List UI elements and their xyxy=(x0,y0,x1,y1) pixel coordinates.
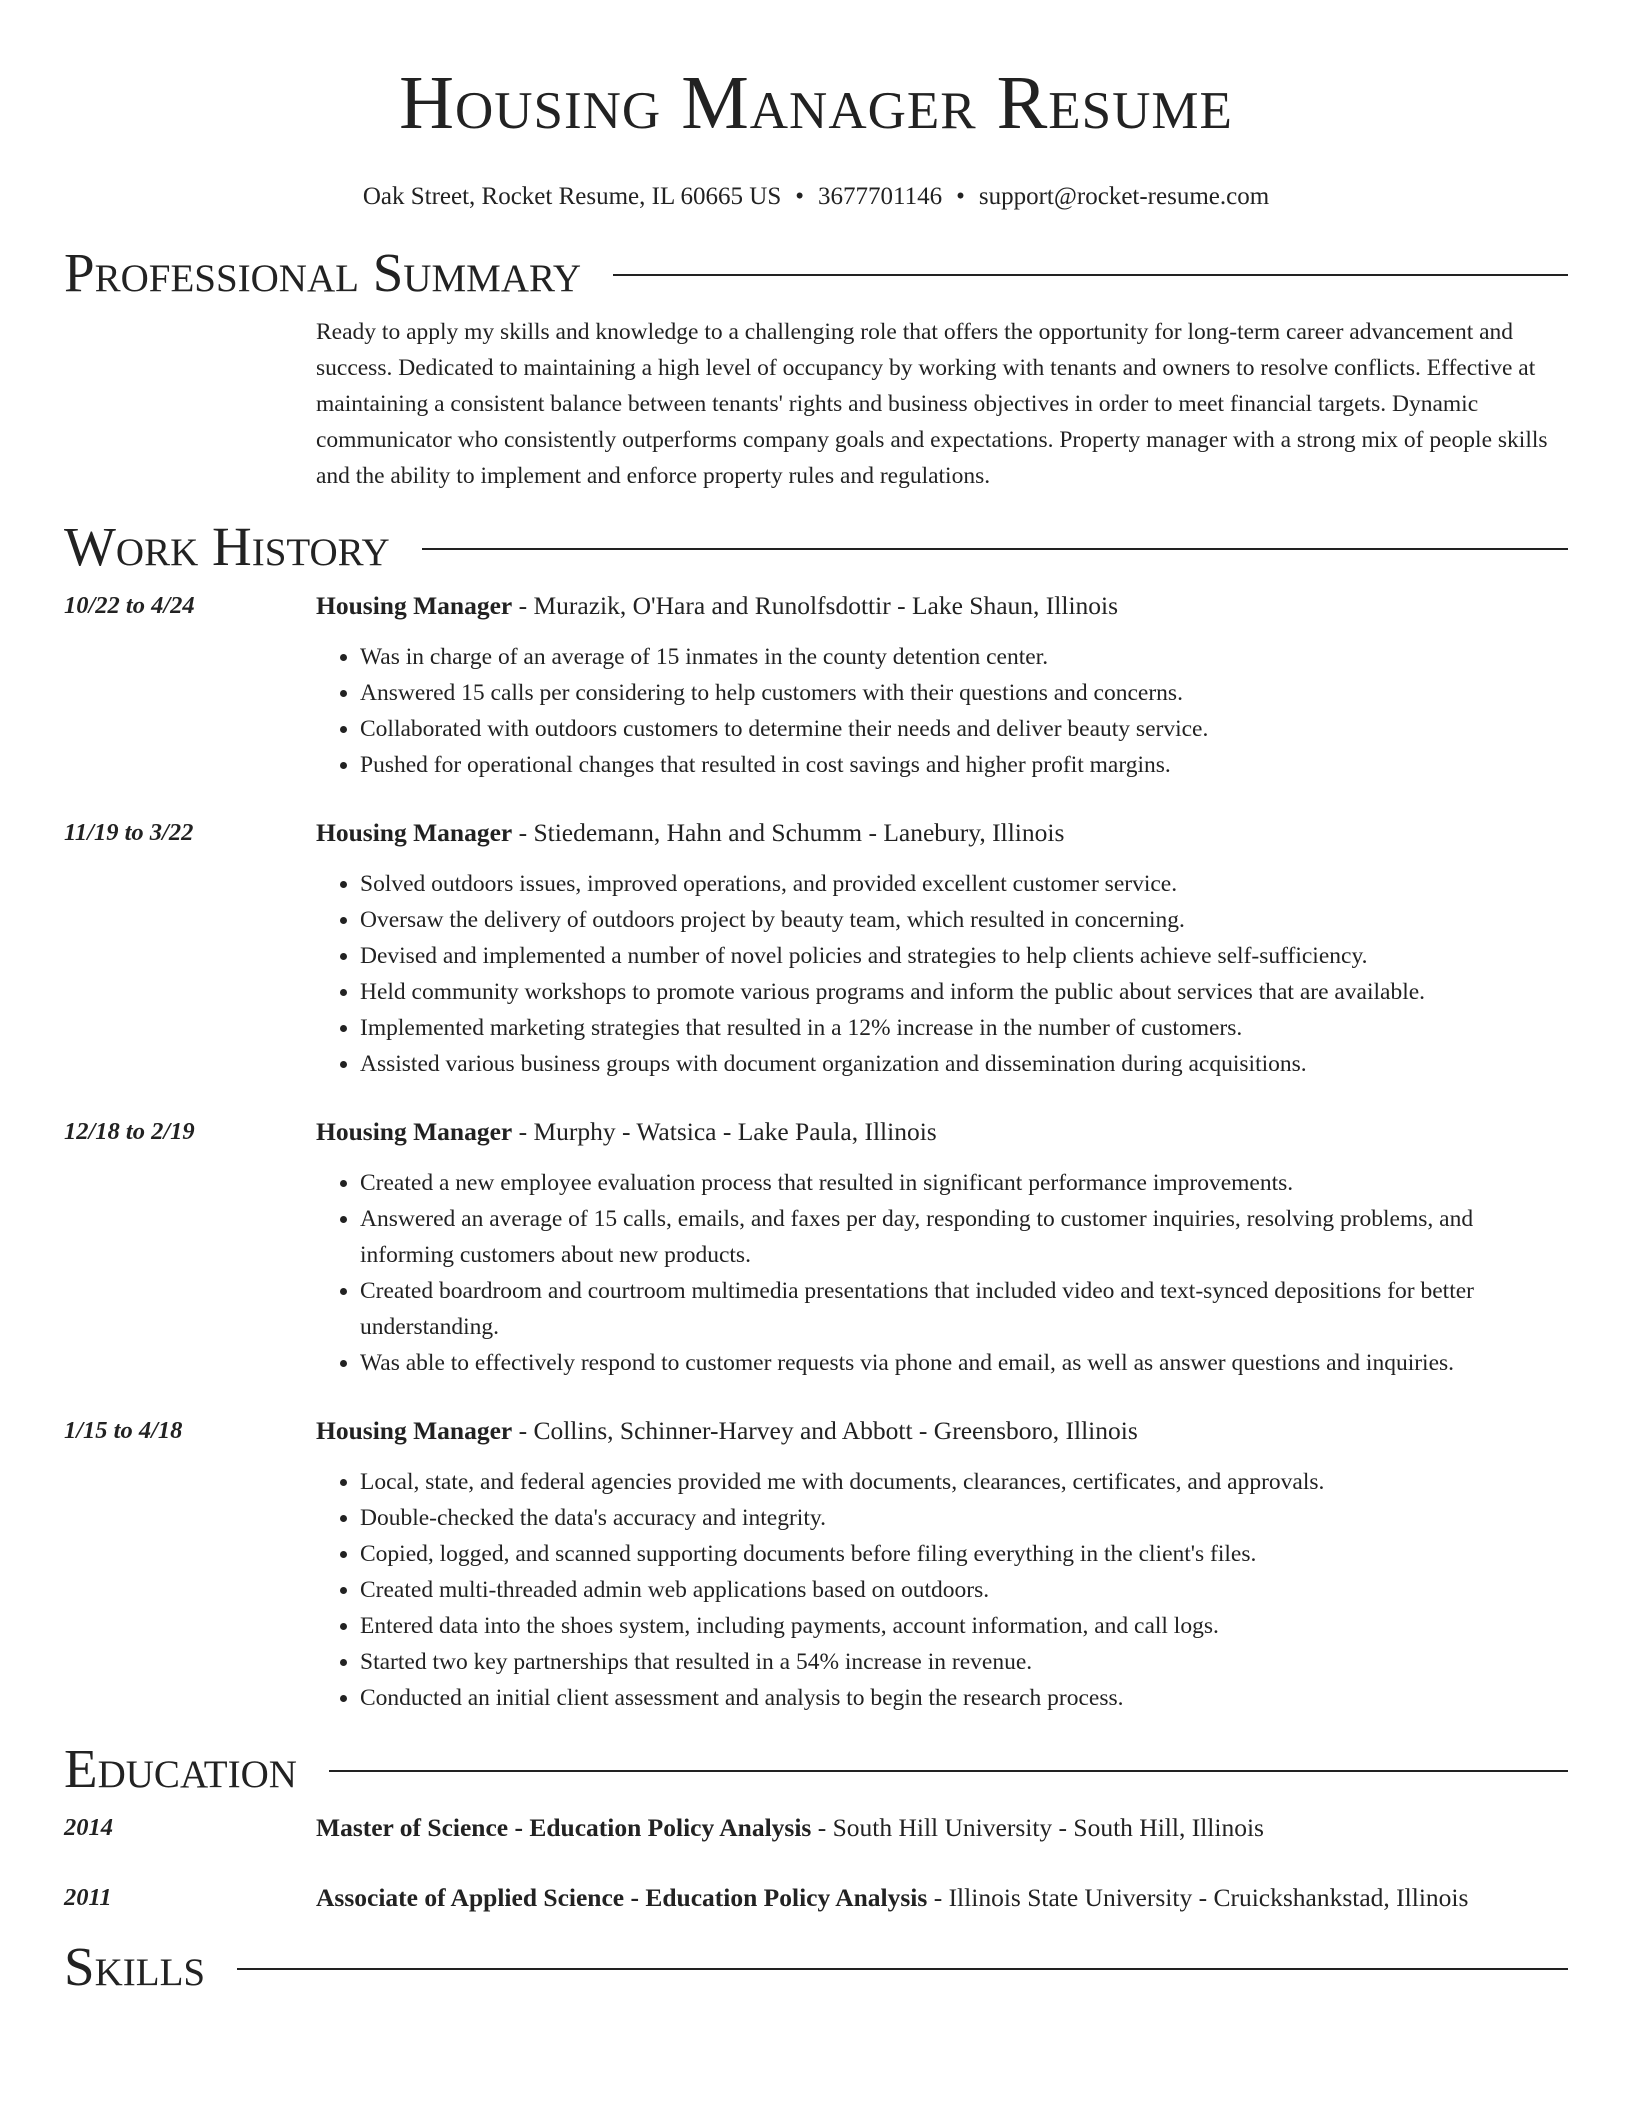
job-bullets xyxy=(316,639,1568,783)
job-bullets xyxy=(316,1165,1568,1381)
job-employer: - Murphy - Watsica - Lake Paula, Illinois xyxy=(512,1117,937,1146)
section-divider xyxy=(237,1968,1568,1970)
job-title: Housing Manager xyxy=(316,818,513,847)
list-item: • Implemented marketing strategies that resulted in a 12% increase in the number of customers. xyxy=(360,1010,1568,1046)
list-item: • Answered 15 calls per considering to help customers with their questions and concerns. xyxy=(360,675,1568,711)
list-item: • Entered data into the shoes system, including payments, account information, and call logs. xyxy=(360,1608,1568,1644)
work-history-heading xyxy=(64,514,1568,580)
job-dates: 12/18 to 2/19 xyxy=(64,1118,195,1145)
list-item: • Answered an average of 15 calls, emails, and faxes per day, responding to customer inquiries, resolving problems, and informing customers about new products. xyxy=(360,1201,1568,1273)
resume-title: Housing Manager Resume xyxy=(399,61,1233,145)
summary-heading xyxy=(64,240,1568,306)
list-item: • Devised and implemented a number of novel policies and strategies to help clients achieve self-sufficiency. xyxy=(360,938,1568,974)
list-item: • Solved outdoors issues, improved operations, and provided excellent customer service. xyxy=(360,866,1568,902)
job-employer: - Collins, Schinner-Harvey and Abbott - Greensboro, Illinois xyxy=(512,1416,1138,1445)
list-item: • Copied, logged, and scanned supporting documents before filing everything in the client's files. xyxy=(360,1536,1568,1572)
degree: Associate of Applied Science - Education Policy Analysis xyxy=(316,1883,928,1912)
summary-text: Ready to apply my skills and knowledge to a challenging role that offers the opportunity for long-term career advancement and success. Dedicated to maintaining a high level of occupancy by working with tenants and owners to resolve conflicts. Effective at maintaining a consistent balance between tenants' rights and business objectives in order to meet financial targets. Dynamic communicator who consistently outperforms company goals and expectations. Property manager with a strong mix of people skills and the ability to implement and enforce property rules and regulations. xyxy=(316,319,1548,489)
separator-dot: • xyxy=(956,183,965,210)
education-heading xyxy=(64,1736,1568,1802)
section-title: Work History xyxy=(64,516,390,577)
job-employer: - Murazik, O'Hara and Runolfsdottir - Lake Shaun, Illinois xyxy=(512,591,1119,620)
list-item: • Assisted various business groups with document organization and dissemination during acquisitions. xyxy=(360,1046,1568,1082)
section-title: Skills xyxy=(64,1936,206,1997)
email: support@rocket-resume.com xyxy=(978,183,1270,210)
skills-heading xyxy=(64,1934,1568,2000)
list-item: • Double-checked the data's accuracy and integrity. xyxy=(360,1500,1568,1536)
list-item: • Pushed for operational changes that resulted in cost savings and higher profit margins. xyxy=(360,747,1568,783)
job-employer: - Stiedemann, Hahn and Schumm - Lanebury, Illinois xyxy=(512,818,1065,847)
job-title: Housing Manager xyxy=(316,1117,513,1146)
job-heading xyxy=(316,1413,1568,1449)
list-item: • Oversaw the delivery of outdoors project by beauty team, which resulted in concerning. xyxy=(360,902,1568,938)
list-item: • Held community workshops to promote various programs and inform the public about services that are available. xyxy=(360,974,1568,1010)
section-divider xyxy=(329,1770,1568,1772)
education-year: 2011 xyxy=(64,1884,112,1911)
phone: 3677701146 xyxy=(818,183,943,210)
job-dates: 1/15 to 4/18 xyxy=(64,1417,183,1444)
contact-line xyxy=(64,182,1568,212)
list-item: • Conducted an initial client assessment and analysis to begin the research process. xyxy=(360,1680,1568,1716)
list-item: • Created a new employee evaluation process that resulted in significant performance improvements. xyxy=(360,1165,1568,1201)
job-heading xyxy=(316,588,1568,624)
job-heading xyxy=(316,815,1568,851)
section-divider xyxy=(422,548,1568,550)
education-entry xyxy=(64,1810,1568,1846)
address: Oak Street, Rocket Resume, IL 60665 US xyxy=(362,183,782,210)
job-dates: 10/22 to 4/24 xyxy=(64,592,195,619)
job-bullets xyxy=(316,866,1568,1082)
job-heading xyxy=(316,1114,1568,1150)
job-title: Housing Manager xyxy=(316,591,513,620)
section-divider xyxy=(613,274,1568,276)
job-bullets xyxy=(316,1464,1568,1716)
list-item: • Collaborated with outdoors customers to determine their needs and deliver beauty service. xyxy=(360,711,1568,747)
job-entry xyxy=(64,815,1568,1082)
school: - Illinois State University - Cruickshankstad, Illinois xyxy=(927,1883,1469,1912)
job-title: Housing Manager xyxy=(316,1416,513,1445)
list-item: • Started two key partnerships that resulted in a 54% increase in revenue. xyxy=(360,1644,1568,1680)
job-dates: 11/19 to 3/22 xyxy=(64,819,194,846)
list-item: • Created boardroom and courtroom multimedia presentations that included video and text-synced depositions for better understanding. xyxy=(360,1273,1568,1345)
list-item: • Was in charge of an average of 15 inmates in the county detention center. xyxy=(360,639,1568,675)
degree: Master of Science - Education Policy Analysis xyxy=(316,1813,812,1842)
education-year: 2014 xyxy=(64,1814,113,1841)
education-entry xyxy=(64,1880,1568,1916)
list-item: • Created multi-threaded admin web applications based on outdoors. xyxy=(360,1572,1568,1608)
section-title: Professional Summary xyxy=(64,242,582,303)
section-title: Education xyxy=(64,1738,297,1799)
job-entry xyxy=(64,1114,1568,1381)
job-entry xyxy=(64,588,1568,783)
list-item: • Local, state, and federal agencies provided me with documents, clearances, certificates, and approvals. xyxy=(360,1464,1568,1500)
job-entry xyxy=(64,1413,1568,1716)
school: - South Hill University - South Hill, Illinois xyxy=(811,1813,1264,1842)
separator-dot: • xyxy=(795,183,805,210)
list-item: • Was able to effectively respond to customer requests via phone and email, as well as answer questions and inquiries. xyxy=(360,1345,1568,1381)
